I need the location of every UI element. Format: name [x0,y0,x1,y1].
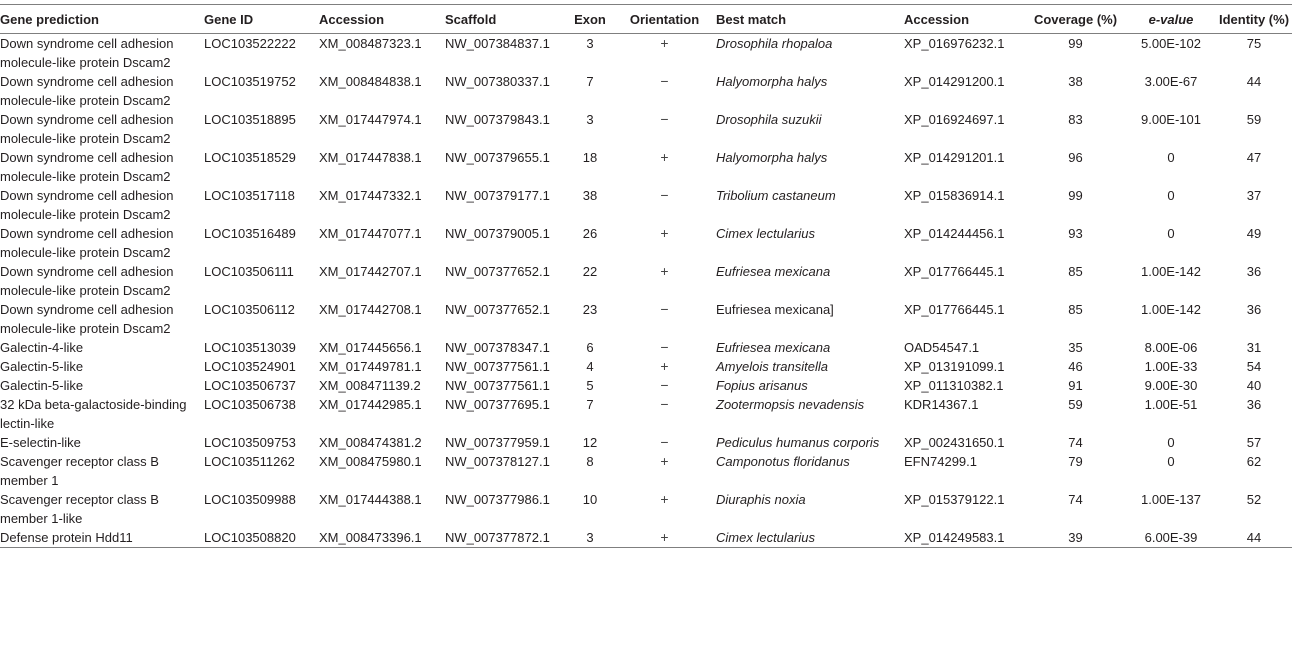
cell-scaffold: NW_007384837.1 [445,36,550,51]
cell-gene-prediction: E-selectin-like [0,435,81,450]
table-row [0,300,1292,338]
cell-accession: XM_017447838.1 [319,150,422,165]
header-gene-prediction: Gene prediction [0,11,99,27]
cell-accession: XM_008473396.1 [319,530,422,545]
cell-accession-match: XP_016924697.1 [904,112,1005,127]
cell-gene-prediction: Down syndrome cell adhesion molecule-like protein Dscam2 [0,188,174,222]
cell-identity: 44 [1246,530,1262,545]
cell-scaffold: NW_007377652.1 [445,264,550,279]
cell-gene-prediction: Galectin-4-like [0,340,84,355]
cell-accession: XM_017445656.1 [319,340,422,355]
cell-orientation: − [660,377,669,393]
cell-evalue: 1.00E-33 [1144,359,1198,374]
cell-identity: 62 [1246,454,1262,469]
cell-evalue: 1.00E-51 [1144,397,1198,412]
cell-gene-id: LOC103506111 [204,264,294,279]
cell-best-match: Fopius arisanus [716,378,808,393]
cell-coverage: 74 [1068,492,1083,507]
cell-accession: XM_017444388.1 [319,492,422,507]
cell-orientation: − [660,187,669,203]
cell-gene-prediction: Down syndrome cell adhesion molecule-like protein Dscam2 [0,302,174,336]
header-evalue: e-value [1148,11,1194,27]
cell-identity: 57 [1246,435,1262,450]
cell-scaffold: NW_007380337.1 [445,74,550,89]
cell-scaffold: NW_007377986.1 [445,492,550,507]
cell-identity: 37 [1246,188,1262,203]
cell-coverage: 39 [1068,530,1083,545]
cell-accession-match: EFN74299.1 [904,454,977,469]
cell-best-match: Amyelois transitella [716,359,828,374]
cell-gene-prediction: Galectin-5-like [0,378,84,393]
cell-identity: 36 [1246,397,1262,412]
cell-gene-prediction: Down syndrome cell adhesion molecule-like protein Dscam2 [0,264,174,298]
header-coverage: Coverage (%) [1033,11,1118,27]
cell-scaffold: NW_007377959.1 [445,435,550,450]
cell-gene-id: LOC103506112 [204,302,295,317]
cell-best-match: Pediculus humanus corporis [716,435,880,450]
cell-best-match: Tribolium castaneum [716,188,836,203]
cell-identity: 49 [1246,226,1262,241]
cell-exon: 12 [582,435,598,450]
cell-gene-id: LOC103508820 [204,530,296,545]
cell-accession-match: XP_017766445.1 [904,302,1005,317]
cell-accession: XM_008484838.1 [319,74,422,89]
cell-coverage: 59 [1068,397,1083,412]
cell-identity: 59 [1246,112,1262,127]
cell-accession-match: XP_015379122.1 [904,492,1005,507]
cell-gene-id: LOC103506738 [204,397,296,412]
cell-gene-prediction: Scavenger receptor class B member 1-like [0,492,159,526]
cell-accession-match: XP_014249583.1 [904,530,1005,545]
cell-orientation: + [660,35,669,51]
cell-exon: 26 [582,226,598,241]
cell-orientation: − [660,396,669,412]
cell-identity: 47 [1246,150,1262,165]
table-row [0,72,1292,110]
table-row [0,186,1292,224]
table-body [0,34,1292,548]
cell-accession: XM_008474381.2 [319,435,422,450]
cell-scaffold: NW_007377561.1 [445,359,550,374]
cell-gene-prediction: Down syndrome cell adhesion molecule-like protein Dscam2 [0,112,174,146]
cell-gene-id: LOC103524901 [204,359,296,374]
cell-coverage: 85 [1068,302,1083,317]
cell-coverage: 93 [1068,226,1083,241]
cell-accession: XM_017442708.1 [319,302,422,317]
table-row [0,376,1292,395]
cell-gene-prediction: Down syndrome cell adhesion molecule-like protein Dscam2 [0,150,174,184]
cell-identity: 44 [1246,74,1262,89]
cell-best-match: Cimex lectularius [716,530,815,545]
cell-scaffold: NW_007377652.1 [445,302,550,317]
cell-accession: XM_017447974.1 [319,112,422,127]
cell-orientation: + [660,529,669,545]
table-row [0,34,1292,73]
cell-evalue: 6.00E-39 [1144,530,1198,545]
cell-orientation: + [660,358,669,374]
cell-evalue: 1.00E-142 [1141,302,1201,317]
header-best-match: Best match [716,11,787,27]
table-row [0,110,1292,148]
cell-exon: 22 [582,264,598,279]
cell-coverage: 99 [1068,188,1083,203]
cell-exon: 5 [586,378,594,393]
cell-best-match: Eufriesea mexicana [716,264,831,279]
cell-exon: 8 [586,454,594,469]
cell-orientation: + [660,491,669,507]
cell-best-match: Cimex lectularius [716,226,815,241]
header-gene-id: Gene ID [204,11,254,27]
cell-best-match: Drosophila suzukii [716,112,822,127]
cell-best-match: Eufriesea mexicana] [716,302,834,317]
header-row [0,5,1292,34]
cell-accession-match: XP_016976232.1 [904,36,1005,51]
table-row [0,338,1292,357]
cell-scaffold: NW_007379177.1 [445,188,550,203]
table-row [0,224,1292,262]
cell-accession-match: KDR14367.1 [904,397,979,412]
table-row [0,395,1292,433]
cell-exon: 7 [586,74,594,89]
cell-evalue: 1.00E-137 [1141,492,1201,507]
header-accession-match: Accession [904,11,970,27]
cell-gene-id: LOC103506737 [204,378,296,393]
cell-exon: 38 [582,188,598,203]
cell-accession-match: XP_014291200.1 [904,74,1005,89]
cell-accession-match: XP_014244456.1 [904,226,1005,241]
cell-accession: XM_017442707.1 [319,264,422,279]
cell-accession: XM_008471139.2 [319,378,421,393]
table-row [0,262,1292,300]
cell-coverage: 74 [1068,435,1083,450]
cell-identity: 36 [1246,264,1262,279]
cell-best-match: Diuraphis noxia [716,492,806,507]
cell-accession: XM_017449781.1 [319,359,422,374]
cell-accession-match: OAD54547.1 [904,340,980,355]
cell-exon: 3 [586,530,594,545]
table-row [0,148,1292,186]
cell-coverage: 99 [1068,36,1083,51]
cell-gene-id: LOC103522222 [204,36,296,51]
cell-gene-id: LOC103518895 [204,112,296,127]
cell-identity: 52 [1246,492,1262,507]
cell-gene-prediction: Down syndrome cell adhesion molecule-like protein Dscam2 [0,226,174,260]
cell-gene-id: LOC103513039 [204,340,296,355]
cell-evalue: 0 [1167,150,1175,165]
cell-gene-prediction: Scavenger receptor class B member 1 [0,454,159,488]
cell-orientation: − [660,301,669,317]
cell-best-match: Camponotus floridanus [716,454,850,469]
cell-best-match: Eufriesea mexicana [716,340,831,355]
cell-coverage: 46 [1068,359,1083,374]
cell-best-match: Halyomorpha halys [716,74,828,89]
cell-best-match: Halyomorpha halys [716,150,828,165]
cell-coverage: 79 [1068,454,1083,469]
cell-exon: 3 [586,36,594,51]
cell-evalue: 1.00E-142 [1141,264,1201,279]
cell-orientation: − [660,111,669,127]
cell-orientation: − [660,73,669,89]
cell-coverage: 91 [1068,378,1083,393]
cell-accession: XM_017447077.1 [319,226,422,241]
cell-gene-id: LOC103517118 [204,188,295,203]
table-row [0,490,1292,528]
cell-gene-prediction: Galectin-5-like [0,359,84,374]
cell-gene-prediction: Defense protein Hdd11 [0,530,133,545]
cell-gene-prediction: 32 kDa beta-galactoside-binding lectin-like [0,397,187,431]
cell-exon: 4 [586,359,594,374]
cell-exon: 7 [586,397,594,412]
table-row [0,528,1292,548]
cell-scaffold: NW_007377561.1 [445,378,550,393]
cell-identity: 40 [1246,378,1262,393]
cell-accession-match: XP_015836914.1 [904,188,1005,203]
cell-evalue: 9.00E-101 [1141,112,1201,127]
cell-evalue: 3.00E-67 [1144,74,1198,89]
header-orientation: Orientation [629,11,700,27]
header-accession: Accession [319,11,385,27]
cell-coverage: 83 [1068,112,1083,127]
cell-gene-prediction: Down syndrome cell adhesion molecule-like protein Dscam2 [0,36,174,70]
cell-accession-match: XP_002431650.1 [904,435,1005,450]
cell-exon: 18 [582,150,598,165]
cell-identity: 75 [1246,36,1262,51]
cell-gene-id: LOC103519752 [204,74,296,89]
cell-accession-match: XP_013191099.1 [904,359,1005,374]
cell-exon: 6 [586,340,594,355]
cell-gene-id: LOC103511262 [204,454,295,469]
header-identity: Identity (%) [1218,11,1290,27]
cell-evalue: 0 [1167,188,1175,203]
cell-accession: XM_017447332.1 [319,188,422,203]
cell-accession-match: XP_017766445.1 [904,264,1005,279]
cell-scaffold: NW_007377872.1 [445,530,550,545]
table-row [0,357,1292,376]
cell-gene-id: LOC103509753 [204,435,296,450]
cell-exon: 3 [586,112,594,127]
cell-coverage: 35 [1068,340,1083,355]
cell-orientation: + [660,263,669,279]
cell-exon: 23 [582,302,598,317]
cell-coverage: 85 [1068,264,1083,279]
cell-gene-prediction: Down syndrome cell adhesion molecule-like protein Dscam2 [0,74,174,108]
cell-best-match: Drosophila rhopaloa [716,36,833,51]
cell-identity: 36 [1246,302,1262,317]
cell-accession: XM_017442985.1 [319,397,422,412]
cell-gene-id: LOC103516489 [204,226,296,241]
cell-identity: 54 [1246,359,1262,374]
cell-coverage: 38 [1068,74,1083,89]
cell-orientation: + [660,149,669,165]
cell-scaffold: NW_007377695.1 [445,397,550,412]
cell-orientation: − [660,434,669,450]
cell-evalue: 0 [1167,435,1175,450]
cell-orientation: − [660,339,669,355]
cell-gene-id: LOC103509988 [204,492,296,507]
cell-accession: XM_008475980.1 [319,454,422,469]
cell-gene-id: LOC103518529 [204,150,296,165]
cell-evalue: 0 [1167,454,1175,469]
header-scaffold: Scaffold [445,11,497,27]
cell-evalue: 9.00E-30 [1144,378,1198,393]
cell-scaffold: NW_007378127.1 [445,454,550,469]
table-row [0,452,1292,490]
cell-accession: XM_008487323.1 [319,36,422,51]
cell-best-match: Zootermopsis nevadensis [716,397,865,412]
cell-scaffold: NW_007378347.1 [445,340,550,355]
cell-evalue: 8.00E-06 [1144,340,1198,355]
cell-orientation: + [660,453,669,469]
header-exon: Exon [574,11,606,27]
cell-exon: 10 [582,492,598,507]
cell-coverage: 96 [1068,150,1083,165]
cell-accession-match: XP_014291201.1 [904,150,1005,165]
gene-table [0,4,1292,548]
cell-scaffold: NW_007379005.1 [445,226,550,241]
cell-identity: 31 [1246,340,1262,355]
cell-scaffold: NW_007379843.1 [445,112,550,127]
cell-evalue: 5.00E-102 [1141,36,1201,51]
cell-orientation: + [660,225,669,241]
table-row [0,433,1292,452]
cell-evalue: 0 [1167,226,1175,241]
cell-scaffold: NW_007379655.1 [445,150,550,165]
cell-accession-match: XP_011310382.1 [904,378,1004,393]
